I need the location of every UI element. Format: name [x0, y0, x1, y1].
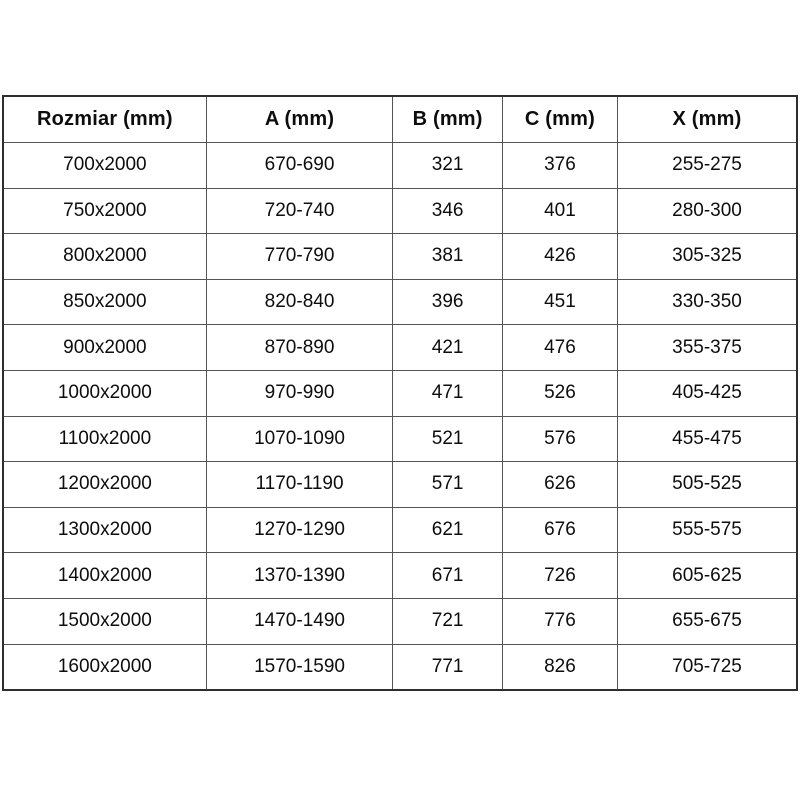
table-cell: 670-690: [206, 143, 393, 189]
table-body: [3, 143, 797, 691]
table-row: [3, 553, 797, 599]
table-cell: 671: [393, 553, 503, 599]
table-cell: 1200x2000: [3, 462, 206, 508]
dimensions-table-container: [2, 95, 798, 691]
header-row: [3, 96, 797, 143]
table-cell: 571: [393, 462, 503, 508]
table-cell: 1400x2000: [3, 553, 206, 599]
table-row: [3, 325, 797, 371]
table-cell: 1170-1190: [206, 462, 393, 508]
table-cell: 720-740: [206, 188, 393, 234]
table-row: [3, 143, 797, 189]
column-header-x-mm: X (mm): [618, 96, 797, 143]
table-row: [3, 188, 797, 234]
table-cell: 676: [502, 507, 617, 553]
table-row: [3, 279, 797, 325]
table-cell: 1100x2000: [3, 416, 206, 462]
table-cell: 705-725: [618, 644, 797, 690]
table-cell: 255-275: [618, 143, 797, 189]
table-cell: 396: [393, 279, 503, 325]
table-cell: 1470-1490: [206, 598, 393, 644]
table-cell: 381: [393, 234, 503, 280]
table-cell: 555-575: [618, 507, 797, 553]
table-cell: 605-625: [618, 553, 797, 599]
table-cell: 655-675: [618, 598, 797, 644]
table-cell: 330-350: [618, 279, 797, 325]
table-row: [3, 234, 797, 280]
table-cell: 526: [502, 370, 617, 416]
dimensions-table: [2, 95, 798, 691]
table-cell: 476: [502, 325, 617, 371]
table-cell: 771: [393, 644, 503, 690]
table-cell: 800x2000: [3, 234, 206, 280]
table-cell: 1570-1590: [206, 644, 393, 690]
table-cell: 820-840: [206, 279, 393, 325]
table-cell: 970-990: [206, 370, 393, 416]
table-cell: 346: [393, 188, 503, 234]
table-cell: 900x2000: [3, 325, 206, 371]
table-row: [3, 507, 797, 553]
table-cell: 1270-1290: [206, 507, 393, 553]
table-cell: 321: [393, 143, 503, 189]
table-cell: 726: [502, 553, 617, 599]
column-header-c-mm: C (mm): [502, 96, 617, 143]
table-row: [3, 644, 797, 690]
table-row: [3, 370, 797, 416]
table-cell: 405-425: [618, 370, 797, 416]
table-cell: 505-525: [618, 462, 797, 508]
table-row: [3, 598, 797, 644]
table-cell: 576: [502, 416, 617, 462]
table-cell: 826: [502, 644, 617, 690]
table-row: [3, 416, 797, 462]
table-cell: 776: [502, 598, 617, 644]
table-cell: 1070-1090: [206, 416, 393, 462]
table-cell: 870-890: [206, 325, 393, 371]
table-cell: 1500x2000: [3, 598, 206, 644]
column-header-b-mm: B (mm): [393, 96, 503, 143]
table-cell: 451: [502, 279, 617, 325]
table-cell: 1300x2000: [3, 507, 206, 553]
table-cell: 770-790: [206, 234, 393, 280]
table-cell: 1370-1390: [206, 553, 393, 599]
table-cell: 455-475: [618, 416, 797, 462]
table-cell: 850x2000: [3, 279, 206, 325]
table-cell: 355-375: [618, 325, 797, 371]
table-cell: 721: [393, 598, 503, 644]
table-cell: 1000x2000: [3, 370, 206, 416]
table-cell: 401: [502, 188, 617, 234]
table-cell: 426: [502, 234, 617, 280]
table-cell: 280-300: [618, 188, 797, 234]
table-cell: 750x2000: [3, 188, 206, 234]
table-cell: 621: [393, 507, 503, 553]
table-cell: 1600x2000: [3, 644, 206, 690]
column-header-rozmiar-mm: Rozmiar (mm): [3, 96, 206, 143]
table-cell: 305-325: [618, 234, 797, 280]
table-cell: 376: [502, 143, 617, 189]
table-cell: 700x2000: [3, 143, 206, 189]
table-row: [3, 462, 797, 508]
table-cell: 626: [502, 462, 617, 508]
table-cell: 521: [393, 416, 503, 462]
table-cell: 471: [393, 370, 503, 416]
column-header-a-mm: A (mm): [206, 96, 393, 143]
table-cell: 421: [393, 325, 503, 371]
